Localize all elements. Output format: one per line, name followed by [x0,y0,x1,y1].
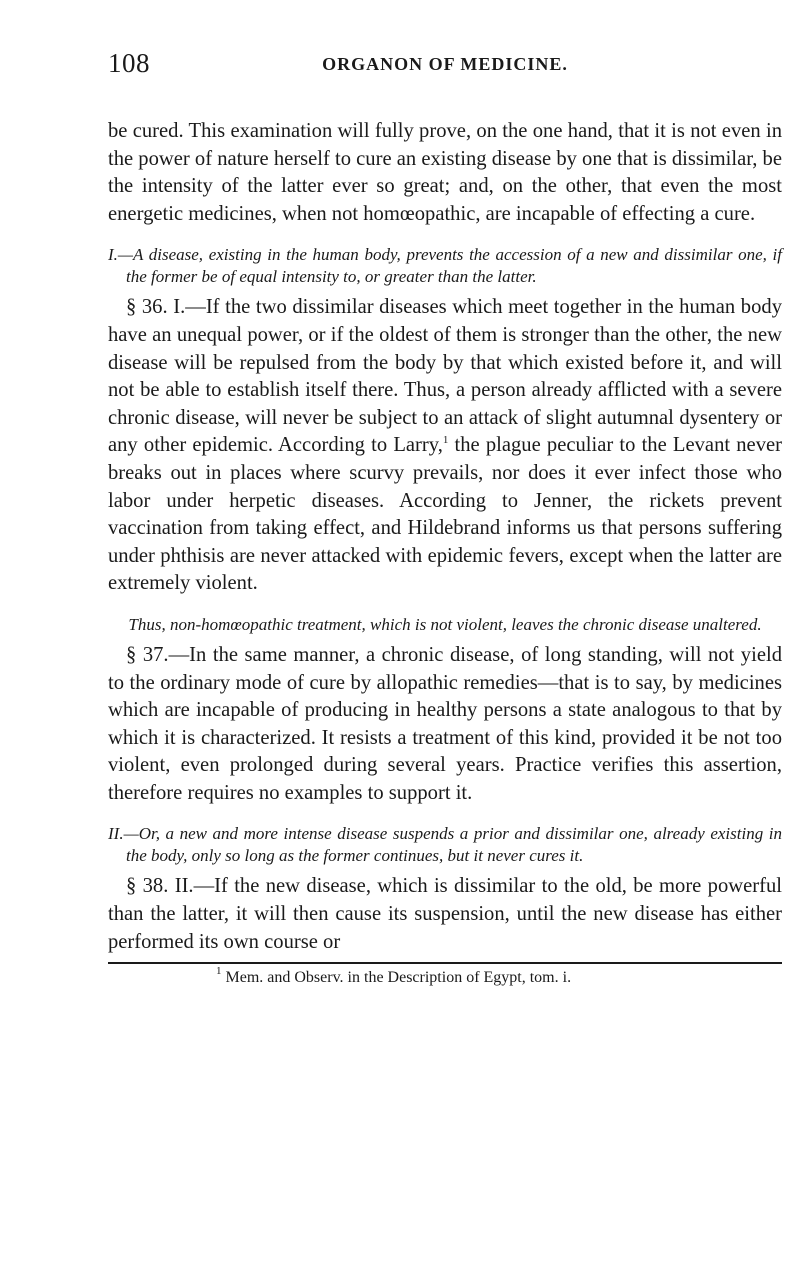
section-36-text-a: § 36. I.—If the two dissimilar diseases which meet together in the human body have an unequal power, or if the oldest of them is stronger than the other, the new disease will be repulsed from the body by that which existed before it, and will not be able to establish itself there. Thus, a person already afflicted with a severe chronic disease, will never be subject to an attack of slight autumnal dysentery or any other epidemic. According to Larry, [108,296,782,457]
footnote [108,965,782,988]
intro-paragraph: be cured. This examination will fully prove, on the one hand, that it is not even in the power of nature herself to cure an existing disease by one that is dissimilar, be the intensity of the latter ever so great; and, on the other, that even the most energetic medicines, when not homœopathic, are incapable of effecting a cure. [108,120,782,225]
rule-heading-thus: Thus, non-homœopathic treatment, which is not violent, leaves the chronic disease unaltered. [128,614,762,634]
footnote-reference: 1 [442,434,449,447]
section-36 [108,294,782,598]
footnote-divider [108,962,782,964]
rule-heading-2: II.—Or, a new and more intense disease suspends a prior and dissimilar one, already existing in the body, only so long as the former continues, but it never cures it. [108,824,782,866]
book-page [108,48,782,988]
page-header [108,48,782,88]
page-number: 108 [108,48,150,78]
running-head: ORGANON OF MEDICINE. [322,54,568,74]
section-38-paragraph: § 38. II.—If the new disease, which is dissimilar to the old, be more powerful than the latter, it will then cause its suspension, until the new disease has either performed its own course or [108,875,782,953]
section-37-paragraph: § 37.—In the same manner, a chronic disease, of long standing, will not yield to the ordinary mode of cure by allopathic remedies—that is to say, by medicines which are incapable of producing in healthy persons a state analogous to that by which it is characterized. It resists a treatment of this kind, provided it be not too violent, even prolonged during several years. Practice verifies this assertion, therefore requires no examples to support it. [108,643,782,804]
rule-heading-1: I.—A disease, existing in the human body, prevents the accession of a new and dissimilar one, if the former be of equal intensity to, or greater than the latter. [108,245,782,287]
section-38 [108,873,782,956]
section-37 [108,642,782,808]
section-36-paragraph [108,294,782,598]
footnote-text: Mem. and Observ. in the Description of Egypt, tom. i. [221,969,572,987]
section-36-text-b: the plague peculiar to the Levant never breaks out in places where scurvy prevails, nor does it ever infect those who labor under herpetic diseases. According to Jenner, the rickets prevent vaccination from taking effect, and Hildebrand informs us that persons suffering under phthisis are never attacked with epidemic fevers, except when the latter are extremely violent. [108,434,782,595]
footnote-marker: 1 [216,965,222,978]
